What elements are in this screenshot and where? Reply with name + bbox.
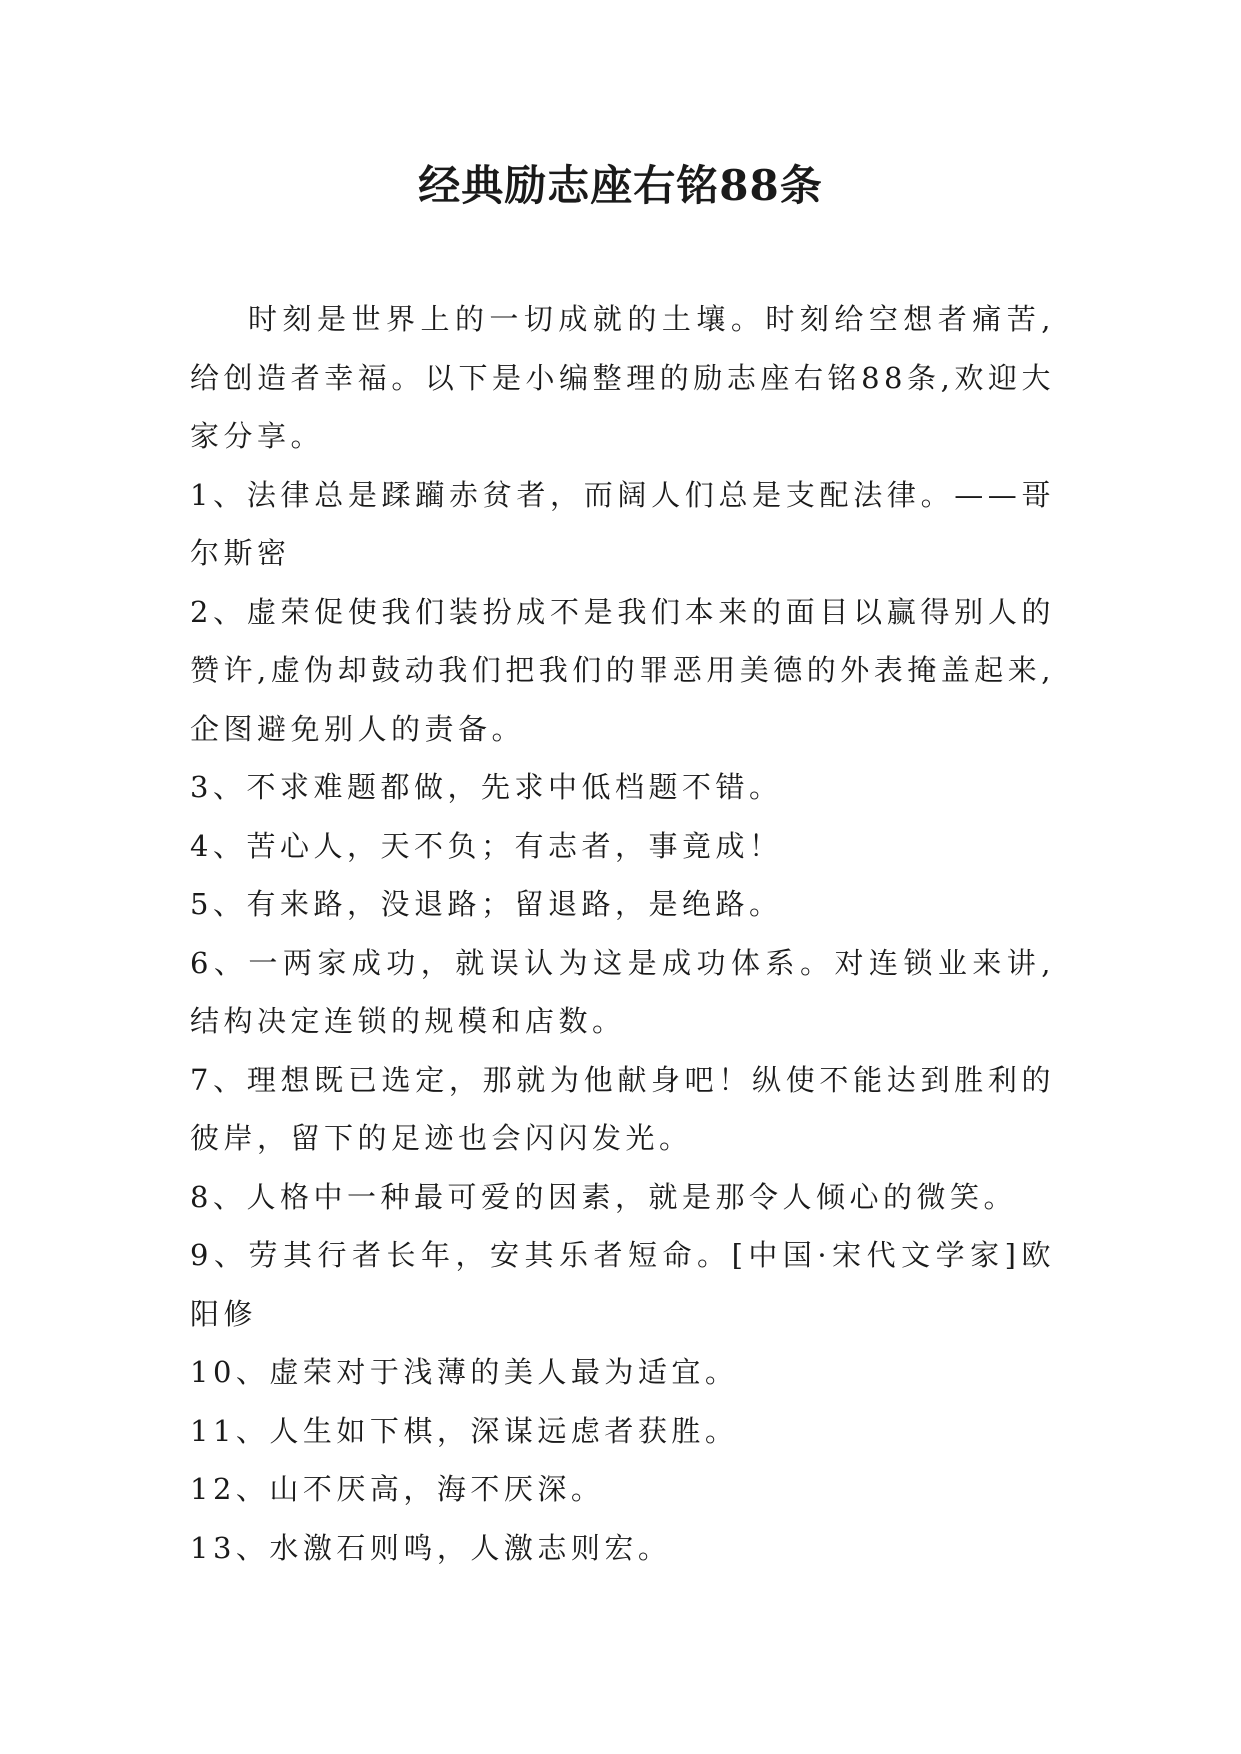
document-title: 经典励志座右铭88条	[418, 161, 823, 210]
motto-item-10: 10、虚荣对于浅薄的美人最为适宜。	[190, 1355, 739, 1389]
motto-item-6: 6、一两家成功，就误认为这是成功体系。对连锁业来讲,结构决定连锁的规模和店数。	[190, 945, 1055, 1038]
motto-item-2: 2、虚荣促使我们装扮成不是我们本来的面目以赢得别人的赞许,虚伪却鼓动我们把我们的罪恶用美德的外表掩盖起来,企图避免别人的责备。	[190, 594, 1055, 746]
intro-paragraph: 时刻是世界上的一切成就的土壤。时刻给空想者痛苦,给创造者幸福。以下是小编整理的励志座右铭88条,欢迎大家分享。	[190, 302, 1055, 453]
motto-item-13: 13、水激石则鸣，人激志则宏。	[190, 1530, 672, 1565]
motto-item-5: 5、有来路，没退路；留退路，是绝路。	[190, 887, 783, 921]
motto-item-3: 3、不求难题都做，先求中低档题不错。	[190, 770, 783, 804]
motto-item-11: 11、人生如下棋，深谋远虑者获胜。	[190, 1413, 739, 1448]
document-body	[190, 290, 1055, 1577]
motto-item-9: 9、劳其行者长年，安其乐者短命。[中国·宋代文学家]欧阳修	[190, 1238, 1055, 1331]
motto-item-4: 4、苦心人，天不负；有志者，事竟成！	[190, 828, 783, 863]
motto-item-7: 7、理想既已选定，那就为他献身吧！纵使不能达到胜利的彼岸，留下的足迹也会闪闪发光。	[190, 1062, 1055, 1155]
motto-item-8: 8、人格中一种最可爱的因素，就是那令人倾心的微笑。	[190, 1179, 1017, 1214]
motto-item-12: 12、山不厌高，海不厌深。	[190, 1472, 605, 1506]
motto-item-1: 1、法律总是蹂躏赤贫者，而阔人们总是支配法律。——哥尔斯密	[190, 477, 1055, 570]
